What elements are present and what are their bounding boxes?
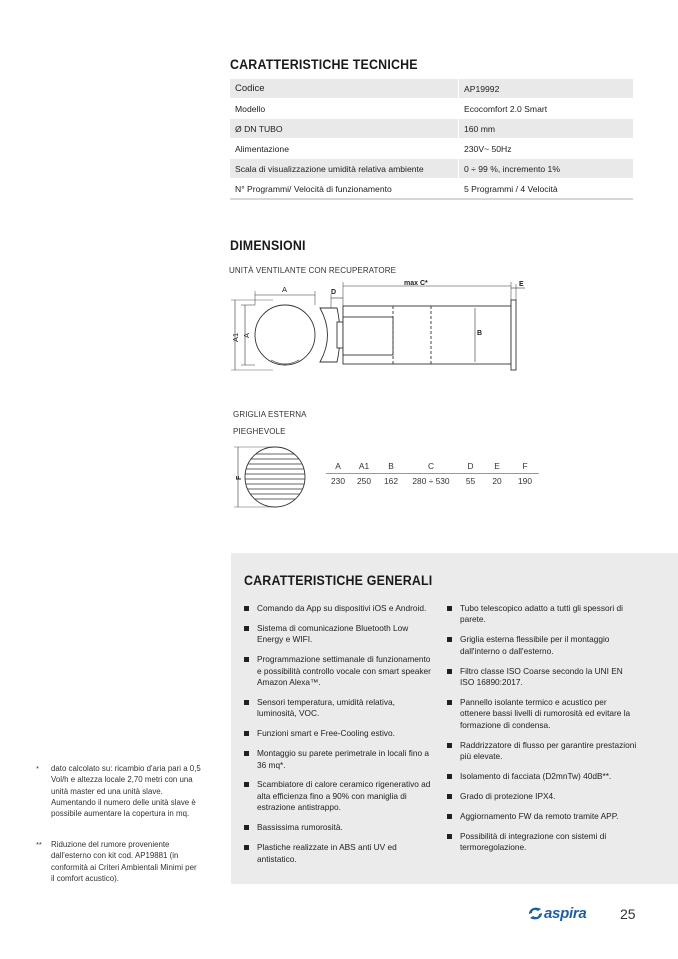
dims-value: 230 bbox=[331, 476, 345, 486]
dims-value: 162 bbox=[384, 476, 398, 486]
table-row bbox=[230, 119, 633, 139]
row-value: 0 ÷ 99 %, incremento 1% bbox=[459, 159, 634, 179]
footnote-2 bbox=[36, 839, 201, 884]
list-item: Funzioni smart e Free-Cooling estivo. bbox=[244, 728, 432, 739]
page-number: 25 bbox=[620, 906, 636, 922]
grille-drawing bbox=[228, 440, 318, 516]
dims-header: B bbox=[378, 459, 404, 474]
row-value: 5 Programmi / 4 Velocità bbox=[459, 179, 634, 200]
dims-header: C bbox=[404, 459, 458, 474]
table-row bbox=[230, 159, 633, 179]
list-item: Sensori temperatura, umidità relativa, luminosità, VOC. bbox=[244, 697, 432, 720]
dim-label-b: B bbox=[477, 330, 483, 337]
footnote-mark: ** bbox=[36, 840, 42, 849]
footnote-text: dato calcolato su: ricambio d'aria pari a 0,5 Vol/h e altezza locale 2,70 metri con una unità master ed una unità slave. Aumentando il numero delle unità slave è possibile aumentare la copertura in mq. bbox=[51, 764, 201, 819]
row-key: Modello bbox=[230, 99, 459, 119]
dims-value-row bbox=[326, 474, 539, 489]
row-value: AP19992 bbox=[459, 79, 634, 99]
list-item: Possibilità di integrazione con sistemi di termoregolazione. bbox=[447, 831, 639, 854]
dims-value: 190 bbox=[518, 476, 532, 486]
dim-label-f: F bbox=[236, 475, 243, 480]
row-key: Codice bbox=[230, 79, 459, 99]
table-row bbox=[230, 179, 633, 200]
row-value: Ecocomfort 2.0 Smart bbox=[459, 99, 634, 119]
general-title: CARATTERISTICHE GENERALI bbox=[244, 573, 433, 588]
brand-logo bbox=[527, 905, 586, 922]
brand-name: aspira bbox=[544, 905, 587, 922]
list-item: Comando da App su dispositivi iOS e Android. bbox=[244, 603, 432, 614]
list-item: Raddrizzatore di flusso per garantire prestazioni più elevate. bbox=[447, 740, 639, 763]
list-item: Scambiatore di calore ceramico rigenerativo ad alta efficienza fino a 90% con maniglia di estrazione antistrappo. bbox=[244, 779, 432, 813]
footnote-1 bbox=[36, 763, 201, 819]
front-view bbox=[231, 291, 315, 370]
list-item: Aggiornamento FW da remoto tramite APP. bbox=[447, 811, 639, 822]
dim-label-a-vertical: A bbox=[242, 332, 251, 338]
dim-label-a: A bbox=[282, 285, 288, 294]
list-item: Plastiche realizzate in ABS anti UV ed antistatico. bbox=[244, 842, 432, 865]
dimensions-title: DIMENSIONI bbox=[230, 238, 306, 253]
row-key: Ø DN TUBO bbox=[230, 119, 459, 139]
footnote-text: Riduzione del rumore proveniente dall'esterno con kit cod. AP19881 (in conformità ai Criteri Ambientali Minimi per il comfort acustico). bbox=[51, 840, 197, 883]
row-key: N° Programmi/ Velocità di funzionamento bbox=[230, 179, 459, 200]
dims-header: E bbox=[483, 459, 511, 474]
grille-label-line2: PIEGHEVOLE bbox=[233, 427, 286, 436]
dim-label-e: E bbox=[519, 281, 524, 288]
dims-header: F bbox=[511, 459, 539, 474]
table-row bbox=[230, 79, 633, 99]
dims-header: A1 bbox=[350, 459, 378, 474]
tech-table bbox=[230, 79, 633, 200]
dims-header-row bbox=[326, 459, 539, 474]
row-value: 160 mm bbox=[459, 119, 634, 139]
dims-value: 55 bbox=[465, 476, 476, 486]
dims-header: D bbox=[458, 459, 483, 474]
dims-header: A bbox=[326, 459, 350, 474]
list-item: Montaggio su parete perimetrale in locali fino a 36 mq*. bbox=[244, 748, 432, 771]
dim-label-d: D bbox=[331, 289, 337, 296]
list-item: Sistema di comunicazione Bluetooth Low Energy e WIFI. bbox=[244, 623, 432, 646]
list-item: Filtro classe ISO Coarse secondo la UNI EN ISO 16890:2017. bbox=[447, 666, 639, 689]
dims-value: 20 bbox=[492, 476, 502, 486]
footnote-mark: * bbox=[36, 764, 39, 773]
table-row bbox=[230, 139, 633, 159]
row-value: 230V~ 50Hz bbox=[459, 139, 634, 159]
dim-label-a1: A1 bbox=[231, 332, 240, 342]
side-view bbox=[320, 282, 525, 370]
list-item: Bassissima rumorosità. bbox=[244, 822, 432, 833]
aspira-logo-icon bbox=[527, 905, 544, 922]
tech-title: CARATTERISTICHE TECNICHE bbox=[230, 57, 418, 72]
list-item: Programmazione settimanale di funzionamento e possibilità controllo vocale con smart speaker Amazon Alexa™. bbox=[244, 654, 432, 688]
list-item: Pannello isolante termico e acustico per ottenere bassi livelli di rumorosità ed evitare la formazione di condensa. bbox=[447, 697, 639, 731]
list-item: Grado di protezione IPX4. bbox=[447, 791, 639, 802]
features-left bbox=[244, 603, 432, 873]
unit-drawing bbox=[225, 278, 555, 378]
list-item: Griglia esterna flessibile per il montaggio dall'interno o dall'esterno. bbox=[447, 634, 639, 657]
features-right bbox=[447, 603, 639, 862]
grille-label-line1: GRIGLIA ESTERNA bbox=[233, 410, 307, 419]
list-item: Tubo telescopico adatto a tutti gli spessori di parete. bbox=[447, 603, 639, 626]
row-key: Alimentazione bbox=[230, 139, 459, 159]
dim-label-c: max C* bbox=[404, 280, 428, 287]
dims-value: 280 ÷ 530 bbox=[412, 476, 450, 486]
dims-value: 250 bbox=[357, 476, 371, 486]
dimensions-table bbox=[326, 459, 539, 488]
row-key: Scala di visualizzazione umidità relativa ambiente bbox=[230, 159, 459, 179]
table-row bbox=[230, 99, 633, 119]
unit-label: UNITÀ VENTILANTE CON RECUPERATORE bbox=[229, 266, 397, 275]
list-item: Isolamento di facciata (D2mnTw) 40dB**. bbox=[447, 771, 639, 782]
